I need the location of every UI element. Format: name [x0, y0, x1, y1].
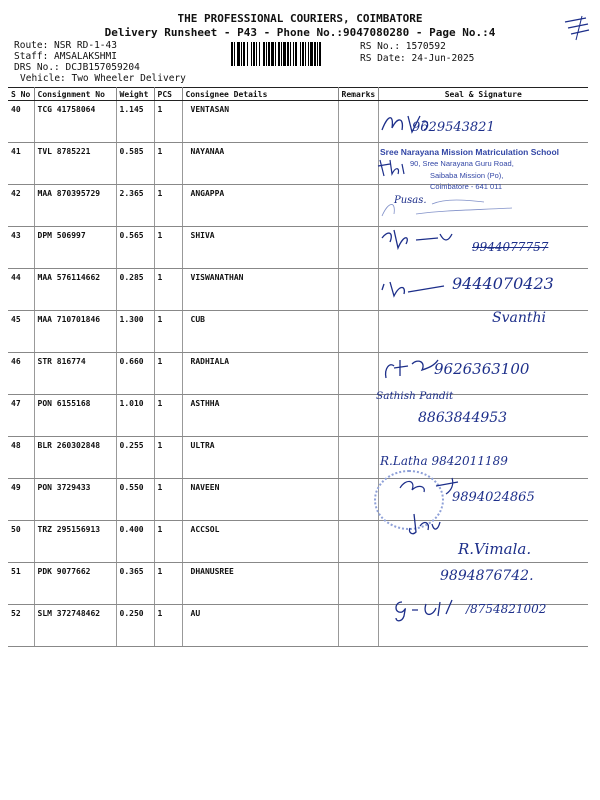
cell-pcs: 1 [154, 227, 182, 269]
cell-sno: 50 [8, 521, 34, 563]
cell-consignment: TCG 41758064 [34, 101, 116, 143]
cell-consignee: VENTASAN [182, 101, 338, 143]
handwriting-row45: Svanthi [492, 310, 546, 326]
barcode-bar [268, 42, 270, 66]
cell-pcs: 1 [154, 101, 182, 143]
cell-consignee: ACCSOL [182, 521, 338, 563]
cell-weight: 0.285 [116, 269, 154, 311]
signature-row42 [376, 190, 516, 220]
barcode-bar [319, 42, 321, 66]
cell-consignee: RADHIALA [182, 353, 338, 395]
cell-sno: 48 [8, 437, 34, 479]
cell-remarks [338, 437, 378, 479]
cell-remarks [338, 143, 378, 185]
cell-weight: 2.365 [116, 185, 154, 227]
staff-label: Staff: AMSALAKSHMI [14, 51, 117, 62]
barcode-bar [278, 42, 280, 66]
barcode-bar [287, 42, 289, 66]
cell-sno: 49 [8, 479, 34, 521]
barcode-bar [234, 42, 235, 66]
handwriting-row43: 9944077757 [472, 240, 549, 254]
barcode-bar [300, 42, 301, 66]
signature-row46 [382, 354, 442, 384]
cell-pcs: 1 [154, 437, 182, 479]
barcode-bar [231, 42, 233, 66]
cell-pcs: 1 [154, 395, 182, 437]
barcode-bar [275, 42, 276, 66]
cell-consignment: BLR 260302848 [34, 437, 116, 479]
cell-consignee: DHANUSREE [182, 563, 338, 605]
signature-row41 [376, 156, 416, 180]
cell-weight: 0.660 [116, 353, 154, 395]
cell-sno: 42 [8, 185, 34, 227]
cell-weight: 0.365 [116, 563, 154, 605]
col-consignee: Consignee Details [182, 88, 338, 101]
cell-remarks [338, 563, 378, 605]
drs-number: DRS No.: DCJB157059204 [14, 62, 140, 73]
rs-date: RS Date: 24-Jun-2025 [360, 53, 475, 64]
handwriting-row40: 9629543821 [412, 120, 495, 135]
cell-weight: 0.255 [116, 437, 154, 479]
cell-pcs: 1 [154, 605, 182, 647]
col-weight: Weight [116, 88, 154, 101]
rs-number: RS No.: 1570592 [360, 41, 446, 52]
cell-sno: 47 [8, 395, 34, 437]
cell-remarks [338, 311, 378, 353]
cell-pcs: 1 [154, 143, 182, 185]
cell-consignment: PON 6155168 [34, 395, 116, 437]
cell-weight: 0.565 [116, 227, 154, 269]
cell-sno: 51 [8, 563, 34, 605]
cell-sno: 52 [8, 605, 34, 647]
cell-consignee: CUB [182, 311, 338, 353]
barcode-bar [259, 42, 260, 66]
barcode-bar [237, 42, 240, 66]
barcode [230, 42, 352, 66]
barcode-bar [310, 42, 313, 66]
cell-consignment: STR 816774 [34, 353, 116, 395]
col-consignment: Consignment No [34, 88, 116, 101]
cell-remarks [338, 605, 378, 647]
barcode-bar [251, 42, 252, 66]
cell-remarks [338, 185, 378, 227]
cell-weight: 0.400 [116, 521, 154, 563]
cell-sno: 41 [8, 143, 34, 185]
col-sno: S No [8, 88, 34, 101]
route-label: Route: NSR RD-1-43 [14, 40, 117, 51]
barcode-bar [293, 42, 294, 66]
cell-remarks [338, 395, 378, 437]
barcode-bar [241, 42, 242, 66]
document-subtitle: Delivery Runsheet - P43 - Phone No.:9047080280 - Page No.:4 [104, 26, 496, 39]
cell-pcs: 1 [154, 185, 182, 227]
barcode-bar [247, 42, 248, 66]
signature-row52 [392, 596, 464, 624]
cell-sno: 45 [8, 311, 34, 353]
cell-remarks [338, 479, 378, 521]
cell-remarks [338, 269, 378, 311]
col-remarks: Remarks [338, 88, 378, 101]
cell-weight: 1.300 [116, 311, 154, 353]
stamp-line3: Saibaba Mission (Po), [430, 171, 504, 180]
cell-weight: 0.250 [116, 605, 154, 647]
signature-row40 [378, 110, 438, 138]
barcode-bar [317, 42, 318, 66]
cell-pcs: 1 [154, 479, 182, 521]
cell-weight: 1.145 [116, 101, 154, 143]
cell-weight: 1.010 [116, 395, 154, 437]
cell-consignee: ASTHHA [182, 395, 338, 437]
document-title: THE PROFESSIONAL COURIERS, COIMBATORE [177, 12, 423, 25]
barcode-bar [253, 42, 255, 66]
handwriting-row44: 9444070423 [452, 274, 554, 293]
cell-consignee: ULTRA [182, 437, 338, 479]
col-signature: Seal & Signature [378, 88, 588, 101]
cell-consignee: VISWANATHAN [182, 269, 338, 311]
vehicle-label: Vehicle: Two Wheeler Delivery [20, 73, 186, 84]
barcode-bar [302, 42, 304, 66]
barcode-bar [283, 42, 286, 66]
cell-consignee: NAYANAA [182, 143, 338, 185]
cell-sno: 40 [8, 101, 34, 143]
cell-consignee: NAVEEN [182, 479, 338, 521]
signature-row43 [380, 226, 470, 252]
cell-consignment: DPM 506997 [34, 227, 116, 269]
cell-consignee: AU [182, 605, 338, 647]
cell-remarks [338, 227, 378, 269]
cell-consignment: MAA 710701846 [34, 311, 116, 353]
cell-weight: 0.585 [116, 143, 154, 185]
handwriting-row42: Pusas. [394, 195, 427, 206]
barcode-bar [295, 42, 297, 66]
cell-consignee: SHIVA [182, 227, 338, 269]
stamp-line1: Sree Narayana Mission Matriculation School [380, 147, 560, 157]
handwriting-row49: 9894024865 [452, 490, 535, 505]
table-header-row [8, 88, 588, 101]
cell-consignment: MAA 870395729 [34, 185, 116, 227]
cell-consignment: PON 3729433 [34, 479, 116, 521]
handwriting-row47-phone: 8863844953 [418, 410, 508, 426]
handwriting-row46: 9626363100 [434, 360, 530, 378]
table-row [8, 101, 588, 143]
cell-consignment: SLM 372748462 [34, 605, 116, 647]
handwriting-row48: R.Latha 9842011189 [380, 454, 508, 468]
cell-pcs: 1 [154, 521, 182, 563]
col-pcs: PCS [154, 88, 182, 101]
stamp-line2: 90, Sree Narayana Guru Road, [410, 159, 514, 168]
barcode-bar [281, 42, 282, 66]
cell-consignment: MAA 576114662 [34, 269, 116, 311]
cell-consignment: TRZ 295156913 [34, 521, 116, 563]
barcode-bar [314, 42, 316, 66]
signature-row50 [406, 512, 442, 538]
barcode-bar [305, 42, 306, 66]
cell-pcs: 1 [154, 353, 182, 395]
handwriting-row47-name: Sathish Pandit [376, 390, 454, 402]
cell-sno: 44 [8, 269, 34, 311]
handwriting-row51-phone: 9894876742. [440, 568, 534, 584]
handwriting-row52: /8754821002 [466, 602, 547, 616]
cell-remarks [338, 101, 378, 143]
barcode-bar [243, 42, 245, 66]
barcode-bar [256, 42, 257, 66]
handwriting-row51-name: R.Vimala. [458, 540, 532, 558]
barcode-bar [266, 42, 267, 66]
handwritten-corner-mark [562, 14, 592, 44]
cell-sno: 43 [8, 227, 34, 269]
cell-remarks [338, 353, 378, 395]
cell-pcs: 1 [154, 311, 182, 353]
barcode-bar [263, 42, 265, 66]
cell-consignment: PDK 9077662 [34, 563, 116, 605]
cell-weight: 0.550 [116, 479, 154, 521]
barcode-bar [271, 42, 274, 66]
signature-row44 [378, 276, 448, 300]
cell-sno: 46 [8, 353, 34, 395]
cell-remarks [338, 521, 378, 563]
stamp-line4: Coimbatore - 641 011 [430, 182, 502, 191]
cell-pcs: 1 [154, 563, 182, 605]
cell-consignee: ANGAPPA [182, 185, 338, 227]
cell-pcs: 1 [154, 269, 182, 311]
cell-consignment: TVL 8785221 [34, 143, 116, 185]
barcode-bar [290, 42, 291, 66]
cell-signature [378, 311, 588, 353]
barcode-bar [308, 42, 309, 66]
